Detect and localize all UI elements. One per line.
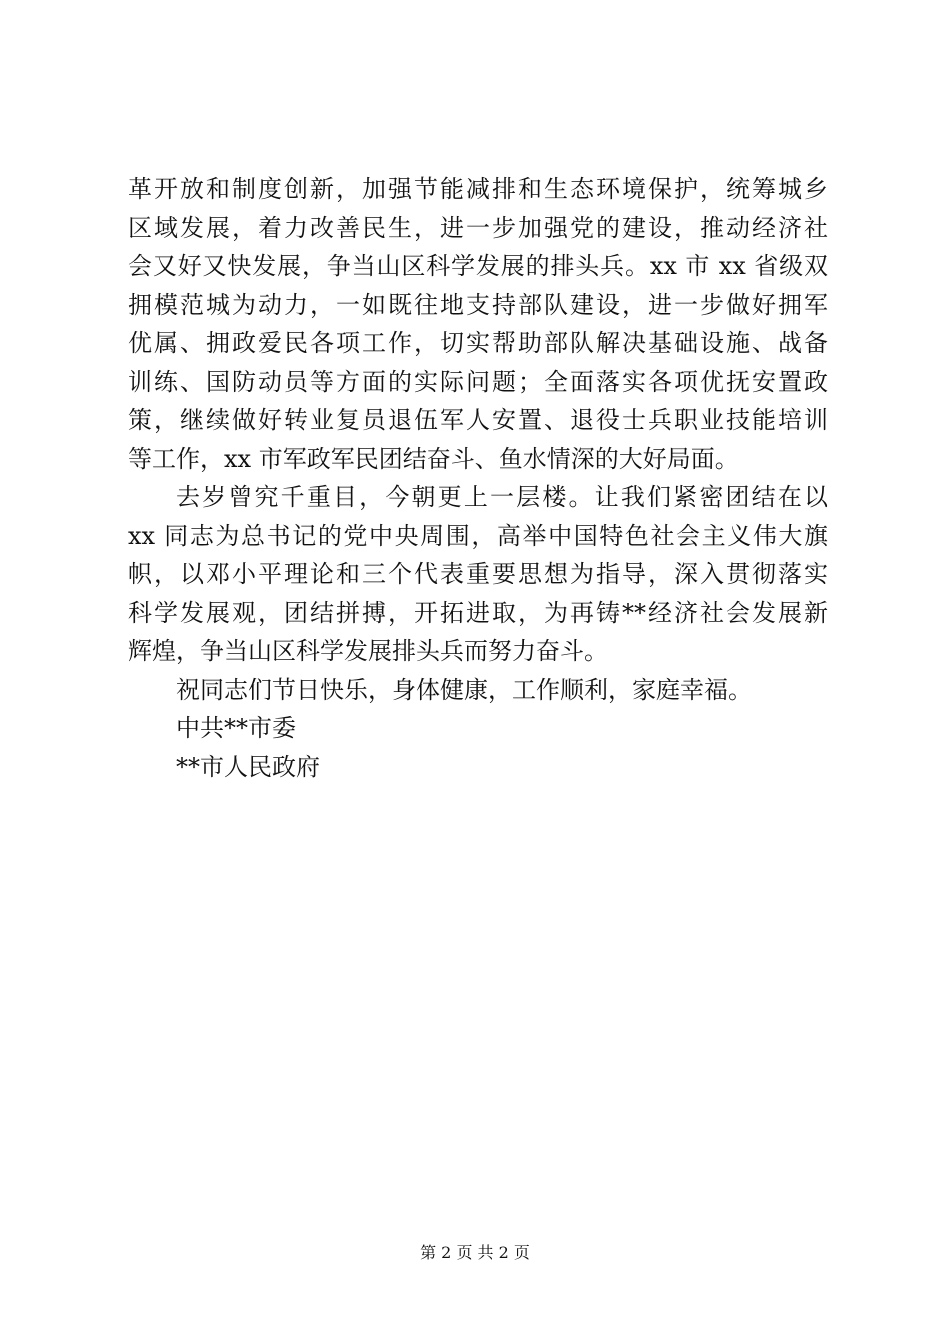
paragraph-2-line-3: 帜，以邓小平理论和三个代表重要思想为指导，深入贯彻落实: [128, 560, 828, 588]
greeting: 祝同志们节日快乐，身体健康，工作顺利，家庭幸福。: [176, 675, 752, 704]
signature-government: **市人民政府: [176, 752, 320, 781]
paragraph-2-line-1: 去岁曾究千重目，今朝更上一层楼。让我们紧密团结在以: [176, 483, 828, 511]
paragraph-1-line-8: 等工作，xx 市军政军民团结奋斗、鱼水情深的大好局面。: [128, 444, 739, 473]
paragraph-1-line-4: 拥模范城为动力，一如既往地支持部队建设，进一步做好拥军: [128, 290, 828, 319]
paragraph-2-line-4: 科学发展观，团结拼搏，开拓进取，为再铸**经济社会发展新: [128, 598, 828, 627]
paragraph-1-line-1: 革开放和制度创新，加强节能减排和生态环境保护，统筹城乡: [128, 175, 828, 203]
paragraph-1-line-7: 策，继续做好转业复员退伍军人安置、退役士兵职业技能培训: [128, 406, 828, 434]
paragraph-1-line-2: 区域发展，着力改善民生，进一步加强党的建设，推动经济社: [128, 213, 828, 242]
paragraph-1-line-5: 优属、拥政爱民各项工作，切实帮助部队解决基础设施、战备: [128, 329, 828, 357]
paragraph-2-line-5: 辉煌，争当山区科学发展排头兵而努力奋斗。: [128, 637, 608, 665]
document-body: [128, 170, 828, 786]
page-number-label: 第 2 页 共 2 页: [420, 1243, 530, 1262]
paragraph-2-line-2: xx 同志为总书记的党中央周围，高举中国特色社会主义伟大旗: [128, 521, 828, 550]
signature-party-committee: 中共**市委: [176, 714, 296, 742]
paragraph-1-line-3: 会又好又快发展，争当山区科学发展的排头兵。xx 市 xx 省级双: [128, 252, 828, 280]
page-footer: [0, 1242, 950, 1264]
paragraph-1-line-6: 训练、国防动员等方面的实际问题；全面落实各项优抚安置政: [128, 367, 828, 396]
